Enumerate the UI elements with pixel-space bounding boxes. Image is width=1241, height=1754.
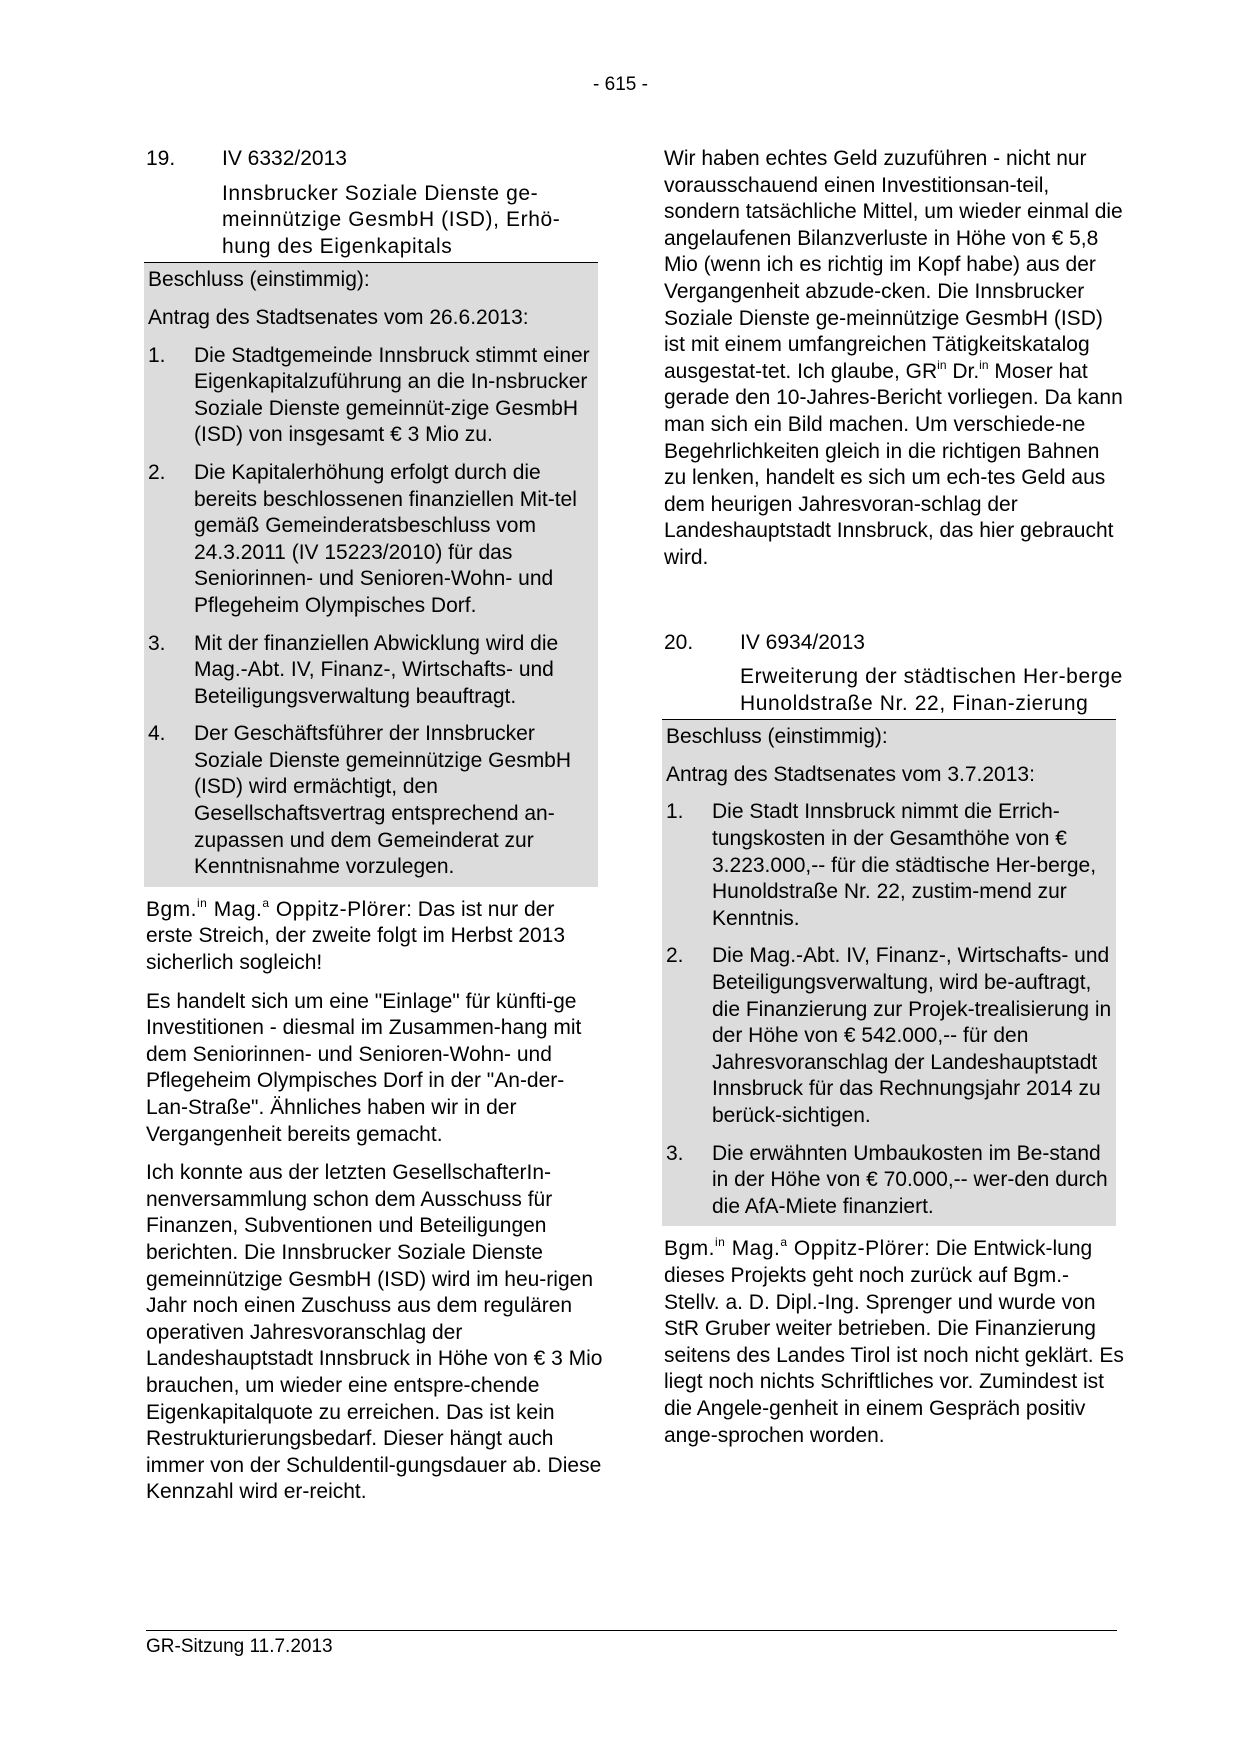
superscript: in [979, 357, 989, 372]
agenda-reference: IV 6332/2013 [222, 147, 347, 170]
list-item-text: Die Stadtgemeinde Innsbruck stimmt einer Eigenkapitalzuführung an die In-nsbrucker Soziale Dienste gemeinnüt-zige GesmbH (ISD) von insgesamt € 3 Mio zu. [194, 343, 590, 447]
agenda-title: Erweiterung der städtischen Her-berge Hunoldstraße Nr. 22, Finan-zierung [740, 665, 1123, 715]
decision-label: Beschluss (einstimmig): [666, 725, 888, 749]
speaker-title: Bgm. [146, 897, 198, 921]
list-item [148, 631, 598, 711]
right-column [664, 146, 1124, 1461]
speaker-title: Mag. [725, 1237, 781, 1261]
list-item [148, 460, 598, 620]
footer-divider [146, 1630, 1117, 1631]
superscript: a [262, 895, 270, 910]
list-item [666, 943, 1116, 1129]
body-paragraph: Ich konnte aus der letzten GesellschafterIn-nenversammlung schon dem Ausschuss für Finanzen, Subventionen und Beteiligungen berichten. Die Innsbrucker Soziale Dienste gemeinnützige GesmbH (ISD) wird im heu-rigen Jahr noch einen Zuschuss aus dem regulären operativen Jahresvoranschlag der Landeshauptstadt Innsbruck in Höhe von € 3 Mio brauchen, um wieder eine entspre-chende Eigenkapitalquote zu erreichen. Das ist kein Restrukturierungsbedarf. Dieser hängt auch immer von der Schuldentil-gungsdauer ab. Diese Kennzahl wird er-reicht. [146, 1161, 603, 1504]
footer-text: GR-Sitzung 11.7.2013 [146, 1636, 333, 1657]
list-item-text: Die erwähnten Umbaukosten im Be-stand in der Höhe von € 70.000,-- wer-den durch die AfA-Miete finanziert. [712, 1141, 1108, 1218]
list-item-number: 1. [666, 800, 684, 824]
resolution-box [144, 263, 598, 886]
superscript: a [780, 1235, 788, 1250]
speaker-paragraph [146, 897, 606, 977]
speaker-title: Mag. [207, 897, 263, 921]
motion-label: Antrag des Stadtsenates vom 26.6.2013: [148, 305, 529, 329]
page-number: - 615 - [593, 74, 648, 95]
speaker-name [146, 895, 407, 921]
list-item [666, 799, 1116, 932]
left-column [146, 146, 606, 1518]
resolution-box [662, 720, 1116, 1226]
superscript: in [715, 1235, 726, 1250]
text-run: Wir haben echtes Geld zuzuführen - nicht nur vorausschauend einen Investitionsan-teil, sondern tatsächliche Mittel, um wieder einmal die angelaufenen Bilanzverluste in Höhe von € 5,8 Mio (wenn ich es richtig im Kopf habe) aus der Vergangenheit abzude-cken. Die Innsbrucker Soziale Dienste ge-meinnützige GesmbH (ISD) ist mit einem umfangreichen Tätigkeitskatalog ausgestat-tet. Ich glaube, GR [664, 147, 1123, 383]
text-run: Dr. [946, 359, 980, 383]
speech-text: : Das ist nur der erste Streich, der zweite folgt im Herbst 2013 sicherlich sogleich! [146, 897, 566, 975]
list-item-text: Die Kapitalerhöhung erfolgt durch die bereits beschlossenen finanziellen Mit-tel gemäß Gemeinderatsbeschluss vom 24.3.2011 (IV 15223/2010) für das Seniorinnen- und Senioren-Wohn- und Pflegeheim Olympisches Dorf. [194, 460, 577, 617]
list-item-number: 2. [666, 944, 684, 968]
speech-text: : Die Entwick-lung dieses Projekts geht noch zurück auf Bgm.-Stellv. a. D. Dipl.-Ing. Sprenger und wurde von StR Gruber weiter betrieben. Die Finanzierung seitens des Landes Tirol ist noch nicht geklärt. Es liegt noch nichts Schriftliches vor. Zumindest ist die Angele-genheit in einem Gespräch positiv ange-sprochen worden. [664, 1237, 1124, 1447]
agenda-number: 19. [146, 147, 176, 170]
agenda-item-19-header [146, 146, 606, 173]
superscript: in [197, 895, 208, 910]
body-paragraph [664, 146, 1124, 572]
speaker-title: Bgm. [664, 1237, 716, 1261]
list-item-text: Der Geschäftsführer der Innsbrucker Soziale Dienste gemeinnützige GesmbH (ISD) wird ermächtigt, den Gesellschaftsvertrag entsprechend an-zupassen und dem Gemeinderat zur Kenntnisnahme vorzulegen. [194, 722, 572, 879]
agenda-number: 20. [664, 630, 694, 654]
list-item [666, 1141, 1116, 1221]
agenda-item-20-header [664, 630, 1124, 657]
text-run: Moser hat gerade den 10-Jahres-Bericht vorliegen. Da kann man sich ein Bild machen. Um verschiede-ne Begehrlichkeiten gleich in die richtigen Bahnen zu lenken, handelt es sich um ech-tes Geld aus dem heurigen Jahresvoran-schlag der Landeshauptstadt Innsbruck, das hier gebraucht wird. [664, 359, 1123, 569]
speaker-name [664, 1237, 924, 1260]
superscript: in [937, 357, 947, 372]
speaker-paragraph [664, 1236, 1124, 1449]
body-paragraph: Es handelt sich um eine "Einlage" für künfti-ge Investitionen - diesmal im Zusammen-hang mit dem Seniorinnen- und Senioren-Wohn- und Pflegeheim Olympisches Dorf in der "An-der-Lan-Straße". Ähnliches haben wir in der Vergangenheit bereits gemacht. [146, 989, 582, 1146]
spacer [664, 584, 1124, 630]
speaker-surname: Oppitz-Plörer [787, 1237, 925, 1261]
motion-label: Antrag des Stadtsenates vom 3.7.2013: [666, 762, 1035, 786]
list-item-number: 2. [148, 460, 166, 484]
list-item [148, 343, 598, 449]
list-item-text: Die Mag.-Abt. IV, Finanz-, Wirtschafts- und Beteiligungsverwaltung, wird be-auftragt, die Finanzierung zur Projek-trealisierung in der Höhe von € 542.000,-- für den Jahresvoranschlag der Landeshauptstadt Innsbruck für das Rechnungsjahr 2014 zu berück-sichtigen. [712, 944, 1112, 1127]
list-item-text: Mit der finanziellen Abwicklung wird die Mag.-Abt. IV, Finanz-, Wirtschafts- und Beteiligungsverwaltung beauftragt. [194, 631, 559, 708]
list-item-number: 4. [148, 722, 166, 746]
decision-label: Beschluss (einstimmig): [148, 268, 370, 292]
agenda-title: Innsbrucker Soziale Dienste ge-meinnützige GesmbH (ISD), Erhö-hung des Eigenkapitals [222, 181, 561, 258]
speaker-surname: Oppitz-Plörer [269, 897, 407, 921]
agenda-reference: IV 6934/2013 [740, 630, 865, 654]
list-item-number: 3. [666, 1141, 684, 1165]
list-item-number: 1. [148, 343, 166, 367]
list-item-text: Die Stadt Innsbruck nimmt die Errich-tungskosten in der Gesamthöhe von € 3.223.000,-- für die städtische Her-berge, Hunoldstraße Nr. 22, zustim-mend zur Kenntnis. [712, 800, 1097, 930]
list-item [148, 721, 598, 881]
list-item-number: 3. [148, 631, 166, 655]
